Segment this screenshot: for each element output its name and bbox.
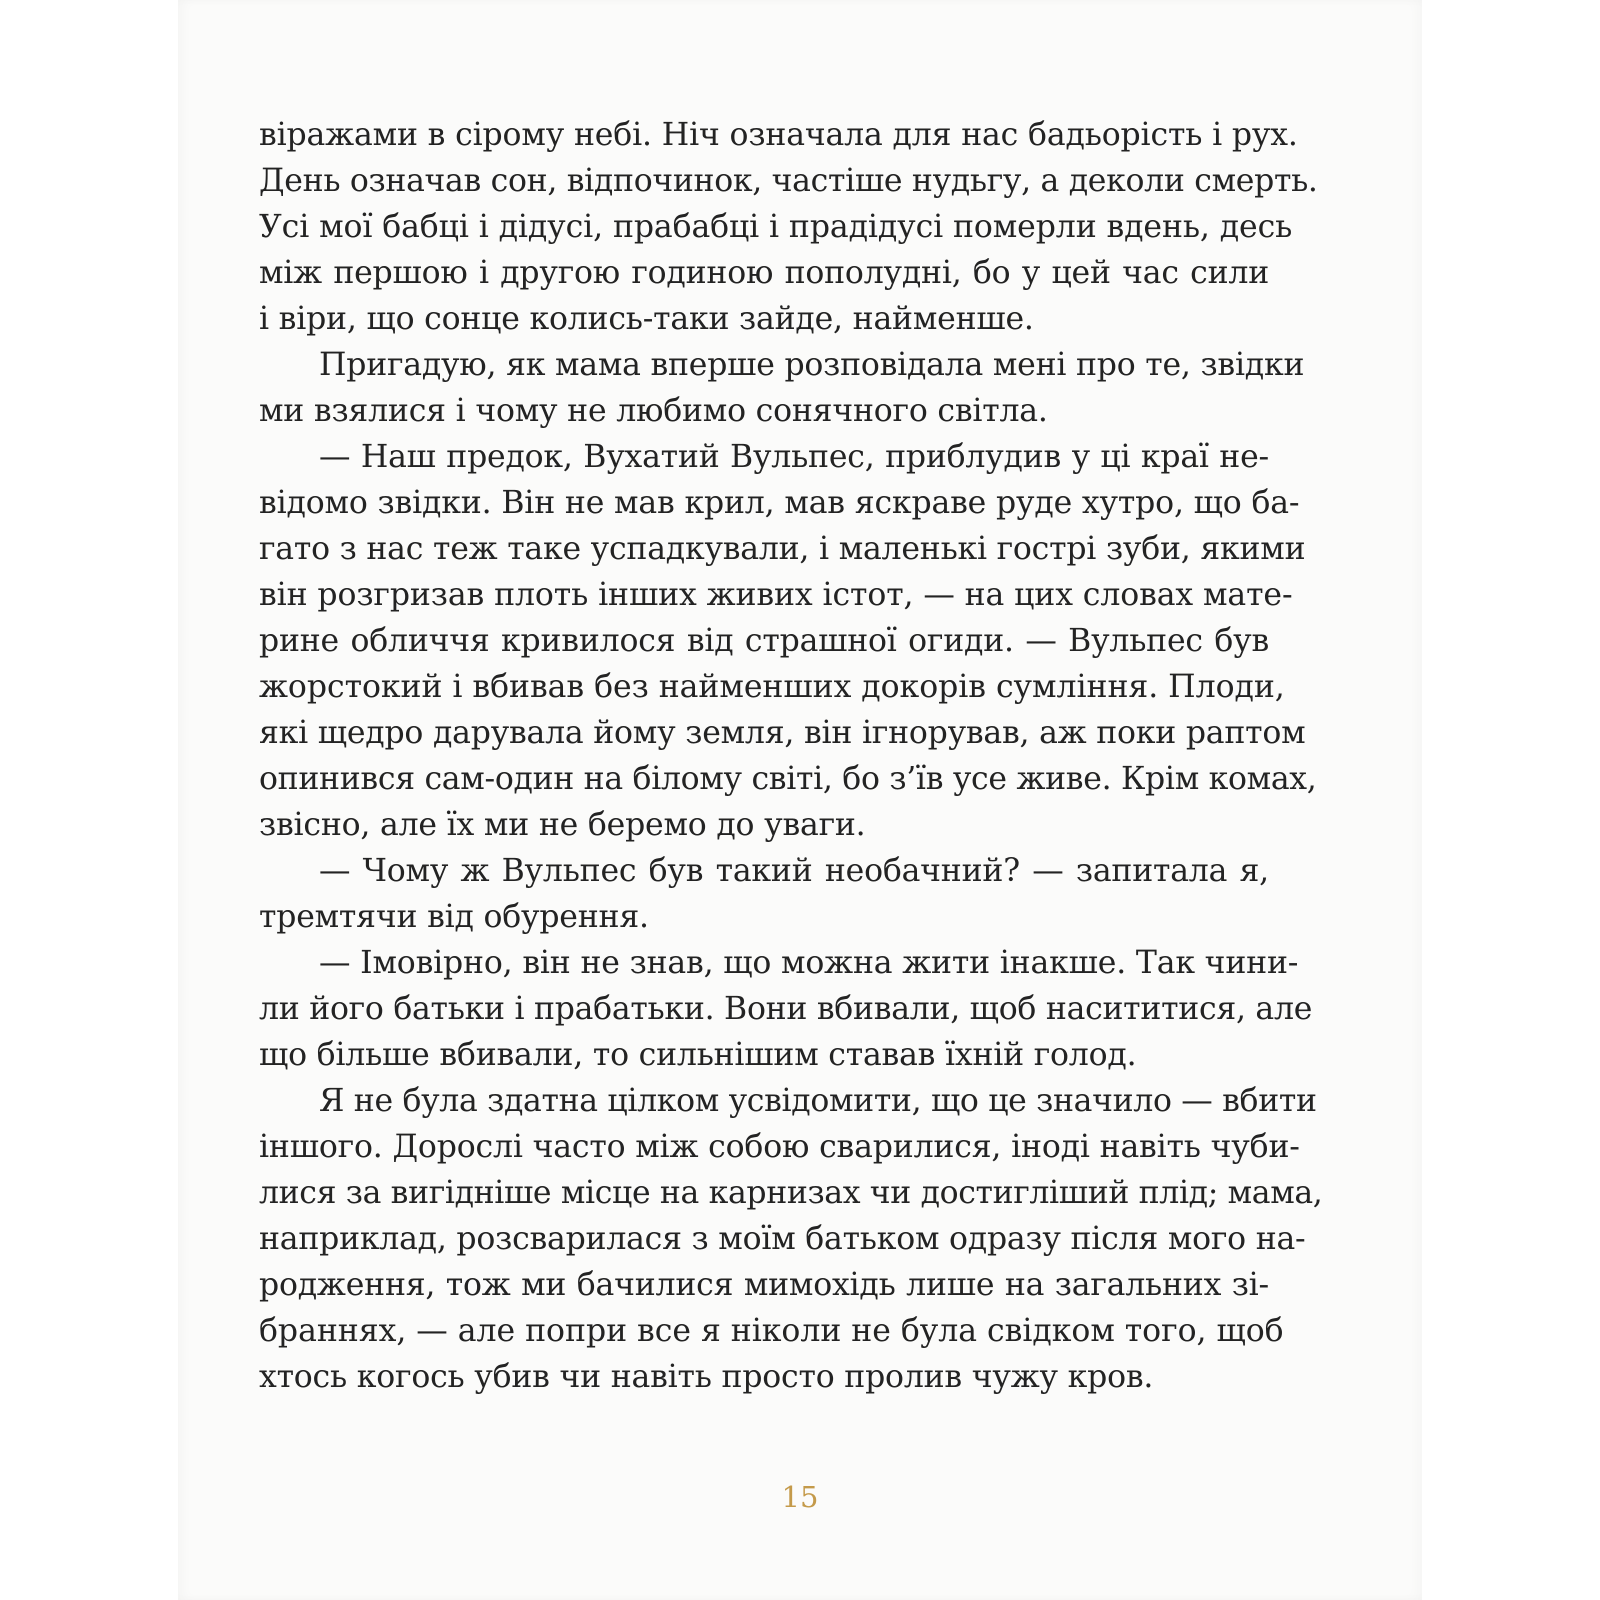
text-line: браннях, — але попри все я ніколи не була свідком того, щоб xyxy=(259,1313,1284,1349)
text-line: — Імовірно, він не знав, що можна жити інакше. Так чини- xyxy=(319,945,1299,981)
text-line: що більше вбивали, то сильнішим ставав їхній голод. xyxy=(259,1037,1137,1073)
text-line: — Наш предок, Вухатий Вульпес, приблудив у ці краї не- xyxy=(319,439,1269,475)
text-line: і віри, що сонце колись-таки зайде, найменше. xyxy=(259,301,1034,337)
text-line: — Чому ж Вульпес був такий необачний? — запитала я, xyxy=(319,853,1269,889)
page-number: 15 xyxy=(781,1480,819,1514)
text-line: жорстокий і вбивав без найменших докорів сумління. Плоди, xyxy=(259,669,1285,705)
text-line: Пригадую, як мама вперше розповідала мені про те, звідки xyxy=(319,347,1305,383)
text-line: між першою і другою годиною пополудні, бо у цей час сили xyxy=(259,255,1269,291)
text-line: родження, тож ми бачилися мимохідь лише на загальних зі- xyxy=(259,1267,1269,1303)
text-line: хтось когось убив чи навіть просто пролив чужу кров. xyxy=(259,1359,1154,1395)
text-line: гато з нас теж таке успадкували, і маленькі гострі зуби, якими xyxy=(259,531,1306,567)
text-line: лися за вигідніше місце на карнизах чи достигліший плід; мама, xyxy=(259,1175,1323,1211)
text-line: віражами в сірому небі. Ніч означала для нас бадьорість і рух. xyxy=(259,117,1298,153)
text-line: наприклад, розсварилася з моїм батьком одразу після мого на- xyxy=(259,1221,1306,1257)
body-text xyxy=(259,112,1323,1400)
text-line: іншого. Дорослі часто між собою сварилися, іноді навіть чуби- xyxy=(259,1129,1300,1165)
text-line: він розгризав плоть інших живих істот, — на цих словах мате- xyxy=(259,577,1293,613)
text-line: День означав сон, відпочинок, частіше нудьгу, а деколи смерть. xyxy=(259,163,1318,199)
text-line: звісно, але їх ми не беремо до уваги. xyxy=(259,807,866,843)
text-line: Я не була здатна цілком усвідомити, що це значило — вбити xyxy=(319,1083,1317,1119)
text-line: відомо звідки. Він не мав крил, мав яскраве руде хутро, що ба- xyxy=(259,485,1300,521)
text-line: тремтячи від обурення. xyxy=(259,899,649,935)
text-line: рине обличчя кривилося від страшної огиди. — Вульпес був xyxy=(259,623,1269,659)
text-line: ми взялися і чому не любимо сонячного світла. xyxy=(259,393,1048,429)
text-line: ли його батьки і прабатьки. Вони вбивали, щоб насититися, але xyxy=(259,991,1313,1027)
text-line: Усі мої бабці і дідусі, прабабці і прадідусі померли вдень, десь xyxy=(259,209,1293,245)
text-line: які щедро дарувала йому земля, він ігнорував, аж поки раптом xyxy=(259,715,1306,751)
text-line: опинився сам-один на білому світі, бо з’їв усе живе. Крім комах, xyxy=(259,761,1317,797)
